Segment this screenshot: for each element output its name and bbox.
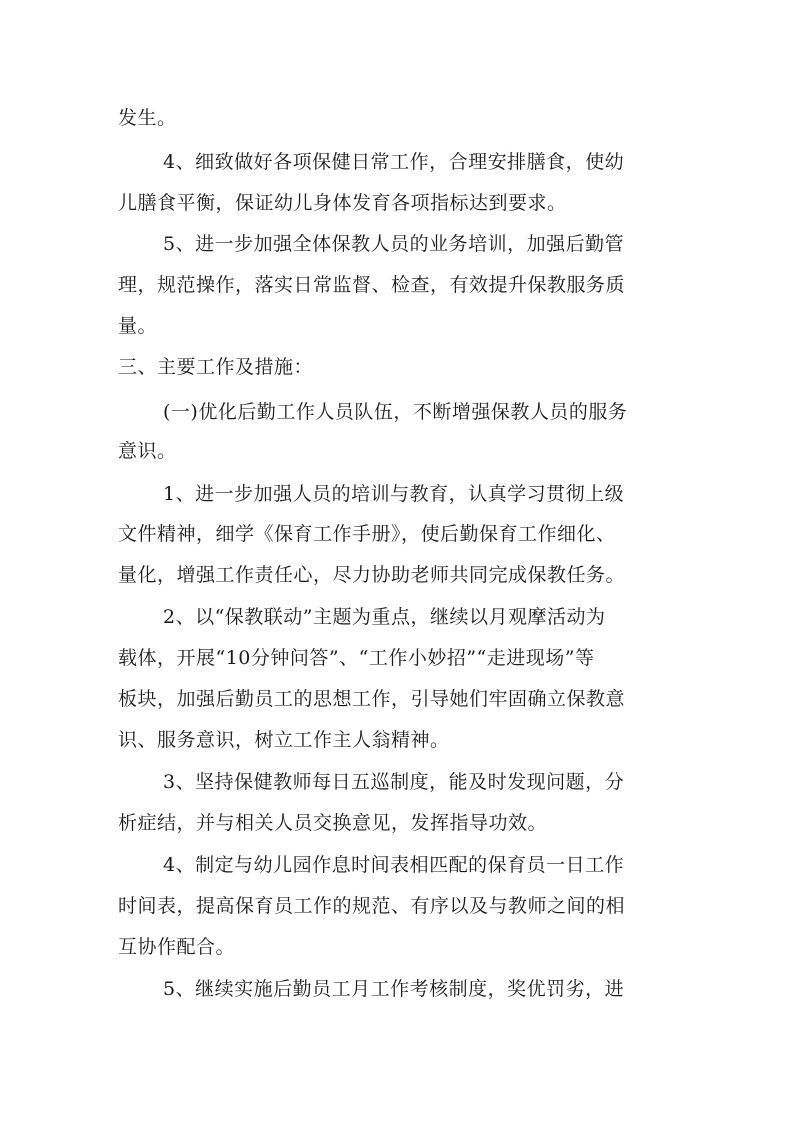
section-heading: 三、主要工作及措施： — [118, 356, 314, 378]
text-line: 文件精神，细学《保育工作手册》，使后勤保育工作细化、 — [118, 523, 616, 545]
text-line: 5、进一步加强全体保教人员的业务培训，加强后勤管 — [163, 233, 625, 255]
text-line: 5、继续实施后勤员工月工作考核制度，奖优罚劣，进 — [163, 978, 625, 1000]
text-line: 1、进一步加强人员的培训与教育，认真学习贯彻上级 — [163, 483, 625, 505]
text-line: 4、细致做好各项保健日常工作，合理安排膳食，使幼 — [163, 151, 625, 173]
text-line: 儿膳食平衡，保证幼儿身体发育各项指标达到要求。 — [118, 192, 567, 214]
text-line: 板块，加强后勤员工的思想工作，引导她们牢固确立保教意 — [118, 688, 626, 710]
text-line: 互协作配合。 — [118, 936, 236, 958]
text-line: 量。 — [118, 315, 158, 337]
text-line: 4、制定与幼儿园作息时间表相匹配的保育员一日工作 — [163, 854, 625, 876]
subsection-heading: (一)优化后勤工作人员队伍，不断增强保教人员的服务 — [163, 401, 628, 423]
text-line: 3、坚持保健教师每日五巡制度，能及时发现问题，分 — [163, 771, 625, 793]
text-line: 析症结，并与相关人员交换意见，发挥指导功效。 — [118, 812, 548, 834]
text-line: 载体，开展“10分钟问答”、“工作小妙招”“走进现场”等 — [118, 647, 595, 669]
text-line: 量化，增强工作责任心，尽力协助老师共同完成保教任务。 — [118, 564, 626, 586]
text-line: 发生。 — [118, 107, 177, 129]
text-line: 意识。 — [118, 440, 177, 462]
text-line: 识、服务意识，树立工作主人翁精神。 — [118, 729, 450, 751]
text-line: 2、以“保教联动”主题为重点，继续以月观摩活动为 — [163, 606, 606, 628]
text-line: 时间表，提高保育员工作的规范、有序以及与教师之间的相 — [118, 895, 626, 917]
text-line: 理，规范操作，落实日常监督、检查，有效提升保教服务质 — [118, 274, 626, 296]
